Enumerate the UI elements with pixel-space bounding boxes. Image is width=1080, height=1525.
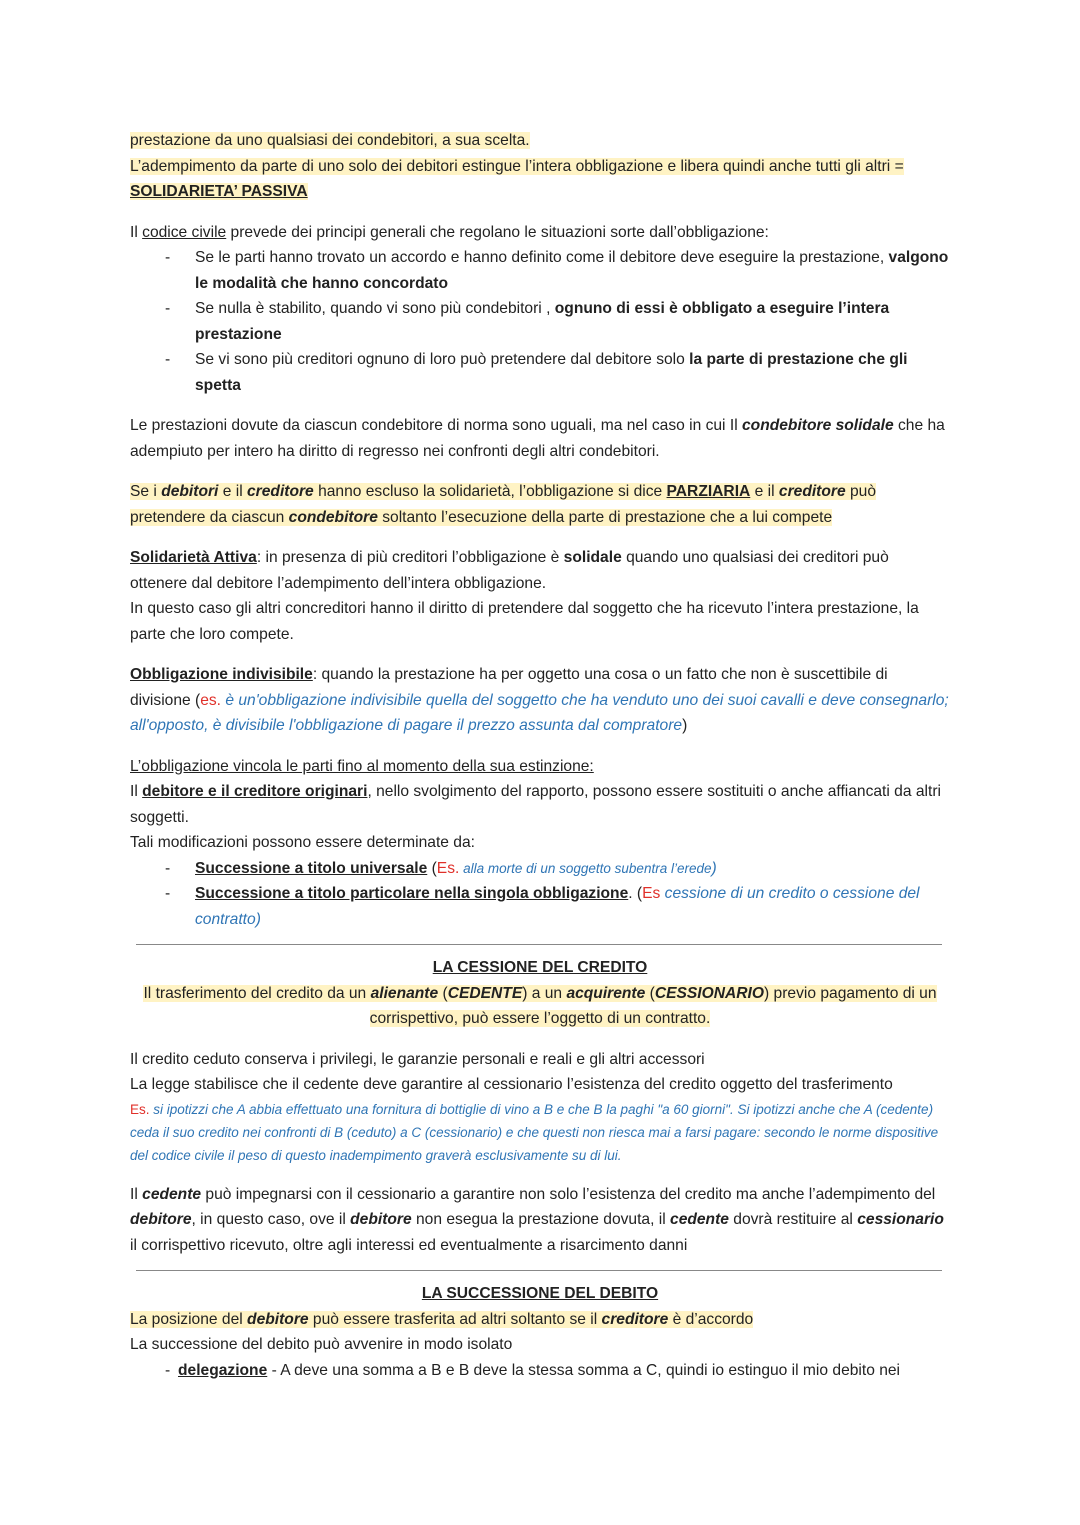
creditore-term: creditore: [247, 483, 314, 500]
vincolo-paragraph: [130, 754, 950, 856]
attiva-t2: quando uno qualsiasi dei creditori può ottenere dal debitore l’adempimento dell’intera obbligazione.: [130, 549, 889, 592]
principles-lead: [130, 220, 950, 246]
item-bold: la parte di prestazione che gli spetta: [195, 351, 908, 394]
debitore-term: debitore: [130, 1211, 192, 1228]
q3: , in questo caso, ove il: [191, 1211, 351, 1228]
originari-term: debitore e il creditore originari: [142, 783, 368, 800]
close-paren: ): [682, 717, 688, 734]
cessione-example-text: si ipotizzi che A abbia effettuato una fornitura di bottiglie di vino a B e che B la paghi "a 60 giorni". Si ipotizzi anche che A (cedente) ceda il suo credito nei confronti di B (ceduto) a C (cessionario) e che questi non riesca mai a farsi pagare: secondo le norme dispositive del codice civile il peso di questo inadempimento graverà esclusivamente su di lui.: [130, 1101, 939, 1163]
successione-highlight: [130, 1311, 753, 1328]
h3: è d’accordo: [668, 1310, 754, 1328]
list-item: [130, 245, 950, 296]
parziaria-t1: Se i: [130, 483, 162, 500]
item-example: alla morte di un soggetto subentra l’erede: [459, 860, 712, 876]
cessione-definition-highlight: [143, 985, 936, 1028]
intro-line-2-text: L’adempimento da parte di uno solo dei debitori estingue l’intera obbligazione e libera quindi anche tutti gli altri =: [130, 157, 904, 175]
def-t3: ) a un: [522, 984, 567, 1002]
successione-p1: La successione del debito può avvenire in modo isolato: [130, 1336, 513, 1353]
parziaria-highlight: [130, 483, 876, 526]
attiva-t3: In questo caso gli altri concreditori hanno il diritto di pretendere dal soggetto che ha ricevuto l’intera prestazione, la parte che loro compete.: [130, 600, 919, 643]
h2: può essere trasferita ad altri soltanto se il: [308, 1310, 602, 1328]
es-marker: Es.: [436, 859, 460, 877]
cessione-example: [130, 1098, 950, 1167]
principles-lead-post: prevede dei principi generali che regolano le situazioni sorte dall’obbligazione:: [226, 223, 769, 241]
vincolo-t3: Tali modificazioni possono essere determinate da:: [130, 834, 475, 851]
condebitore-solidale-term: condebitore solidale: [742, 417, 894, 434]
open-paren: . (: [628, 885, 643, 902]
def-t5: ) previo pagamento di un corrispettivo, può essere l’oggetto di un contratto.: [369, 984, 937, 1027]
def-t2: (: [438, 984, 448, 1002]
open-paren: (: [427, 859, 437, 877]
intro-paragraph: [130, 128, 950, 205]
debitore-term: debitore: [247, 1310, 309, 1328]
item-text: Se le parti hanno trovato un accordo e hanno definito come il debitore deve eseguire la prestazione,: [195, 249, 889, 266]
parziaria-paragraph: [130, 479, 950, 530]
parziaria-t6: soltanto l’esecuzione della parte di prestazione che a lui compete: [377, 508, 833, 526]
creditore-term: creditore: [601, 1310, 669, 1328]
cedente-term: cedente: [142, 1185, 202, 1203]
cessione-p2: La legge stabilisce che il cedente deve garantire al cessionario l’esistenza del credito oggetto del trasferimento: [130, 1076, 893, 1093]
solidale-term: solidale: [563, 549, 622, 566]
cessionario-term: cessionario: [857, 1211, 944, 1228]
list-item: [130, 881, 950, 932]
attiva-t1: : in presenza di più creditori l’obbligazione è: [256, 549, 564, 566]
document-page: [130, 128, 950, 1383]
item-text: Se vi sono più creditori ognuno di loro può pretendere dal debitore solo: [195, 351, 690, 368]
delegazione-text: - A deve una somma a B e B deve la stessa somma a C, quindi io estinguo il mio debito nei: [267, 1361, 901, 1379]
principles-lead-pre: Il: [130, 223, 143, 241]
close-paren: ): [255, 910, 261, 928]
cessionario-term: CESSIONARIO: [654, 984, 765, 1002]
debitori-term: debitori: [161, 483, 219, 500]
section-divider: [136, 944, 942, 945]
successione-types-list: [130, 856, 950, 933]
successione-intro: [130, 1307, 950, 1358]
parziaria-term: PARZIARIA: [666, 483, 751, 500]
cedente-term: cedente: [670, 1211, 729, 1228]
intro-line-1: prestazione da uno qualsiasi dei condebitori, a sua scelta.: [130, 132, 530, 149]
cedente-term: CEDENTE: [447, 984, 523, 1002]
delegazione-title: delegazione: [178, 1361, 268, 1379]
principles-list: [130, 245, 950, 398]
section-divider: [136, 1270, 942, 1271]
es-marker: Es: [642, 885, 661, 902]
vincolo-t2: , nello svolgimento del rapporto, possono essere sostituiti o anche affiancati da altri soggetti.: [130, 783, 941, 826]
list-item: [130, 296, 950, 347]
item-bold: valgono le modalità che hanno concordato: [195, 249, 949, 292]
vincolo-title: L’obbligazione vincola le parti fino al momento della sua estinzione:: [130, 757, 594, 775]
successione-heading: LA SUCCESSIONE DEL DEBITO: [421, 1285, 659, 1302]
indivisibile-t1: : quando la prestazione ha per oggetto una cosa o un fatto che non è suscettibile di divisione (: [130, 666, 888, 709]
cessione-heading: LA CESSIONE DEL CREDITO: [432, 959, 648, 976]
regresso-pre: Le prestazioni dovute da ciascun condebitore di norma sono uguali, ma nel caso in cui Il: [130, 417, 742, 434]
cessione-paragraph-1: [130, 1047, 950, 1098]
parziaria-t2: e il: [218, 483, 247, 500]
delegazione-item: [130, 1358, 950, 1384]
list-item: [130, 856, 950, 882]
solidarieta-passiva-term: SOLIDARIETA’ PASSIVA: [130, 183, 308, 200]
regresso-paragraph: [130, 413, 950, 464]
attiva-paragraph: [130, 545, 950, 647]
creditore-term: creditore: [778, 483, 846, 500]
alienante-term: alienante: [370, 984, 439, 1002]
acquirente-term: acquirente: [566, 984, 646, 1002]
vincolo-t1: Il: [130, 783, 143, 800]
def-t1: Il trasferimento del credito da un: [143, 984, 371, 1002]
condebitore-term: condebitore: [288, 508, 378, 526]
item-title: Successione a titolo universale: [195, 859, 428, 877]
list-item: [130, 347, 950, 398]
q5: dovrà restituire al: [728, 1211, 858, 1228]
codice-civile-link: codice civile: [142, 223, 227, 241]
es-marker: Es.: [130, 1101, 150, 1117]
es-marker: es.: [200, 691, 222, 709]
parziaria-t4: e il: [750, 483, 779, 500]
q1: Il: [130, 1185, 143, 1203]
q2: può impegnarsi con il cessionario a garantire non solo l’esistenza del credito ma anche l’adempimento del: [201, 1185, 936, 1203]
parziaria-t5: può pretendere da ciascun: [130, 483, 876, 526]
def-t4: (: [645, 984, 655, 1002]
cessione-p1: Il credito ceduto conserva i privilegi, le garanzie personali e reali e gli altri accessori: [130, 1050, 705, 1068]
item-title: Successione a titolo particolare nella singola obbligazione: [195, 885, 629, 902]
item-bold: ognuno di essi è obbligato a eseguire l’intera prestazione: [195, 300, 890, 343]
q6: il corrispettivo ricevuto, oltre agli interessi ed eventualmente a risarcimento danni: [130, 1236, 688, 1254]
close-paren: ): [711, 859, 717, 877]
item-text: Se nulla è stabilito, quando vi sono più condebitori ,: [195, 300, 555, 317]
cessione-paragraph-2: [130, 1182, 950, 1259]
regresso-post: che ha adempiuto per intero ha diritto di regresso nei confronti degli altri condebitori.: [130, 417, 945, 460]
attiva-title: Solidarietà Attiva: [130, 549, 257, 566]
item-example: cessione di un credito o cessione del contratto: [195, 885, 920, 928]
intro-line-2: [130, 158, 904, 201]
indivisibile-title: Obbligazione indivisibile: [130, 666, 313, 683]
indivisibile-example: è un'obbligazione indivisibile quella del soggetto che ha venduto uno dei suoi cavalli e deve consegnarlo; all'opposto, è divisibile l'obbligazione di pagare il prezzo assunta dal compratore: [130, 691, 949, 734]
cessione-definition: [130, 981, 950, 1032]
indivisibile-paragraph: [130, 662, 950, 739]
q4: non esegua la prestazione dovuta, il: [411, 1211, 671, 1228]
debitore-term: debitore: [350, 1211, 412, 1228]
parziaria-t3: hanno escluso la solidarietà, l’obbligazione si dice: [313, 483, 667, 500]
h1: La posizione del: [130, 1310, 248, 1328]
